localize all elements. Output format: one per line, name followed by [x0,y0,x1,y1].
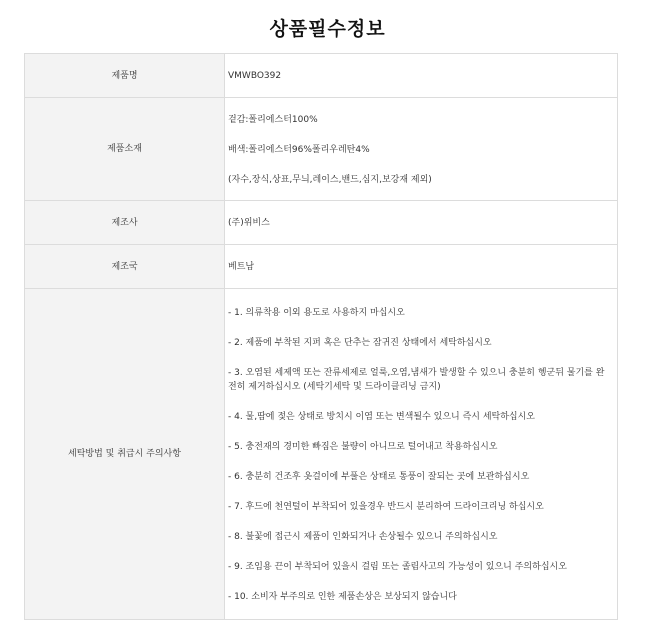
table-row [25,98,618,201]
care-line: - 4. 물,땀에 젖은 상태로 방치시 이염 또는 변색될수 있으니 즉시 세탁하십시오 [228,412,535,422]
care-line: - 8. 불꽃에 접근시 제품이 인화되거나 손상될수 있으니 주의하십시오 [228,532,498,542]
table-row [25,54,618,98]
row-label-country: 제조국 [25,245,225,289]
care-line: - 5. 충전재의 경미한 빠짐은 불량이 아니므로 털어내고 착용하십시오 [228,442,498,452]
row-label-product-name: 제품명 [25,54,225,98]
care-line: - 2. 제품에 부착된 지퍼 혹은 단추는 잠귀진 상태에서 세탁하십시오 [228,338,492,348]
row-label-manufacturer: 제조사 [25,201,225,245]
table-row [25,245,618,289]
row-value-manufacturer: (주)위비스 [225,201,618,245]
care-line: - 7. 후드에 천연털이 부착되어 있을경우 반드시 분리하여 드라이크리닝 하십시오 [228,502,544,512]
product-info-table [24,53,618,620]
row-value-care [225,289,618,620]
care-line: - 9. 조임용 끈이 부착되어 있을시 걸림 또는 졸림사고의 가능성이 있으니 주의하십시오 [228,562,567,572]
row-value-product-name: VMWBO392 [225,54,618,98]
care-line: - 1. 의류착용 이외 용도로 사용하지 마십시오 [228,308,405,318]
material-line: 배색:폴리에스터96%폴리우레탄4% [228,145,370,155]
row-value-country: 베트남 [225,245,618,289]
page-title: 상품필수정보 [269,18,386,40]
care-line: - 10. 소비자 부주의로 인한 제품손상은 보상되지 않습니다 [228,592,457,602]
table-row [25,289,618,620]
row-label-material: 제품소재 [25,98,225,201]
care-line: - 3. 오염된 세제액 또는 잔류세제로 얼룩,오염,냄새가 발생할 수 있으니 충분히 헹군뒤 물기를 완전히 제거하십시오 (세탁기세탁 및 드라이클리닝 금지) [228,368,605,392]
material-line: (자수,장식,상표,무늬,레이스,밴드,심지,보강재 제외) [228,175,432,185]
row-value-material [225,98,618,201]
row-label-care: 세탁방법 및 취급시 주의사항 [25,289,225,620]
material-line: 겉감:폴리에스터100% [228,115,318,125]
table-row [25,201,618,245]
care-line: - 6. 충분히 건조후 옷걸이에 부풀은 상태로 통풍이 잘되는 곳에 보관하십시오 [228,472,530,482]
